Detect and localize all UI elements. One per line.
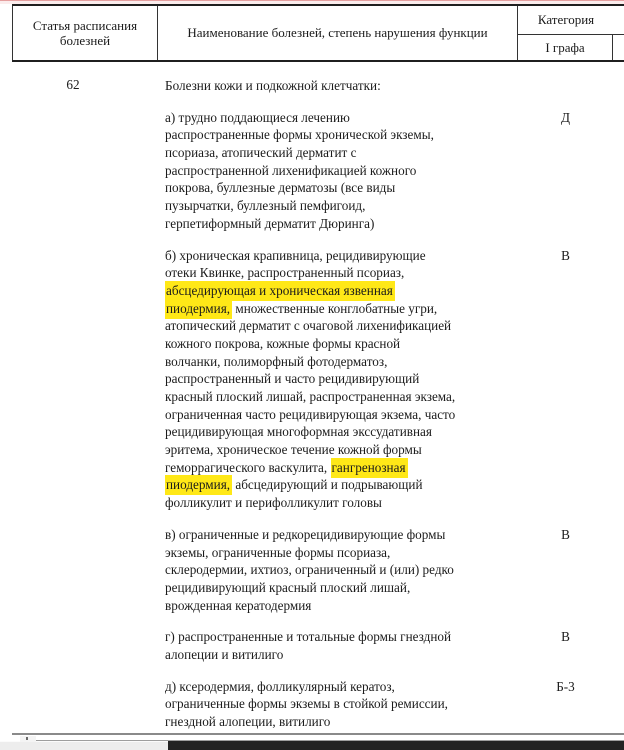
paragraph-line — [165, 317, 624, 335]
text-segment: абсцедирующий и подрывающий — [232, 477, 423, 493]
text-segment: отеки Квинке, распространенный псориаз, — [165, 265, 405, 281]
paragraph-line — [165, 197, 624, 215]
text-segment: рецидивирующий красный плоский лишай, — [165, 579, 411, 595]
paragraph-list — [0, 109, 624, 731]
text-segment: пузырчатки, буллезный пемфигоид, — [165, 198, 366, 214]
header-cell-disease — [158, 6, 518, 60]
text-segment: покрова, буллезные дерматозы (все виды — [165, 180, 396, 196]
header-category-label: Категория — [537, 12, 595, 28]
text-segment: распространенные формы хронической экземы, — [165, 127, 434, 143]
bottom-strip-notch — [20, 736, 36, 742]
text-segment: врожденная кератодермия — [165, 597, 312, 613]
highlighted-text: абсцедирующая и хроническая язвенная — [165, 281, 395, 301]
header-cell-category-group — [518, 6, 624, 60]
text-segment: волчанки, полиморфный фотодерматоз, — [165, 353, 388, 369]
paragraph-line — [165, 695, 624, 713]
paragraph-line — [165, 179, 624, 197]
paragraph-line — [165, 646, 624, 664]
text-segment: ограниченная часто рецидивирующая экзема, часто — [165, 406, 456, 422]
paragraph-line — [165, 713, 624, 731]
header-cell-grafa1 — [518, 35, 613, 60]
paragraph-line — [165, 597, 624, 615]
paragraph-line — [165, 561, 624, 579]
text-segment: склеродермии, ихтиоз, ограниченный и (или) редко — [165, 562, 454, 578]
text-segment: гнездной алопеции, витилиго — [165, 714, 331, 730]
text-segment: эритема, хроническое течение кожной формы — [165, 442, 422, 458]
paragraph-line — [165, 162, 624, 180]
category-value: В — [561, 526, 570, 542]
paragraph-line — [165, 264, 624, 282]
category-value: Б-3 — [556, 678, 575, 694]
text-segment: герпетиформный дерматит Дюринга) — [165, 215, 375, 231]
table-header — [12, 4, 624, 62]
text-segment: кожного покрова, кожные формы красной — [165, 335, 401, 351]
highlighted-text: пиодермия, — [165, 299, 232, 319]
paragraph-line — [165, 370, 624, 388]
paragraph-line — [165, 476, 624, 494]
paragraph-line — [165, 388, 624, 406]
text-segment: псориаза, атопический дерматит с — [165, 145, 357, 161]
article-number: 62 — [66, 77, 80, 92]
disease-paragraph — [0, 678, 624, 731]
text-segment: б) хроническая крапивница, рецидивирующие — [165, 247, 426, 263]
disease-paragraph — [0, 247, 624, 512]
text-segment: множественные конглобатные угри, — [232, 300, 438, 316]
text-segment: фолликулит и перифолликулит головы — [165, 495, 382, 511]
text-segment: д) ксеродермия, фолликулярный кератоз, — [165, 678, 395, 694]
paragraph-line — [165, 459, 624, 477]
text-segment: ограниченные формы экземы в стойкой ремиссии, — [165, 696, 448, 712]
paragraph-line — [165, 579, 624, 597]
header-article-label: Статья расписания болезней — [32, 17, 138, 48]
text-segment: рецидивирующая многоформная экссудативная — [165, 424, 432, 440]
header-cell-article — [12, 6, 158, 60]
text-segment: а) трудно поддающиеся лечению — [165, 109, 350, 125]
text-segment: атопический дерматит с очаговой лихенификацией — [165, 318, 452, 334]
paragraph-line — [165, 423, 624, 441]
text-segment: распространенной лихенификацией кожного — [165, 162, 417, 178]
text-segment: распространенный и часто рецидивирующий — [165, 371, 420, 387]
text-segment: экземы, ограниченные формы псориаза, — [165, 544, 391, 560]
paragraph-line — [165, 544, 624, 562]
disease-row — [0, 64, 624, 95]
paragraph-line — [165, 144, 624, 162]
disease-paragraph — [0, 526, 624, 614]
text-segment: г) распространенные и тотальные формы гнездной — [165, 629, 452, 645]
paragraph-line — [165, 335, 624, 353]
text-segment: в) ограниченные и редкорецидивирующие формы — [165, 526, 446, 542]
text-segment: геморрагического васкулита, — [165, 459, 331, 475]
paragraph-line — [165, 494, 624, 512]
paragraph-text — [165, 247, 624, 512]
disease-paragraph — [0, 109, 624, 233]
disease-title: Болезни кожи и подкожной клетчатки: — [165, 78, 381, 93]
paragraph-line — [165, 215, 624, 233]
header-grafa1-label: I графа — [545, 39, 585, 55]
category-value: В — [561, 247, 570, 263]
header-cell-grafa2-cropped — [613, 35, 624, 60]
header-disease-label: Наименование болезней, степень нарушения функции — [187, 25, 488, 41]
text-segment: красный плоский лишай, распространенная экзема, — [165, 389, 456, 405]
paragraph-line — [165, 282, 624, 300]
category-value: В — [561, 629, 570, 645]
highlighted-text: гангренозная — [331, 458, 408, 478]
table-body — [0, 64, 624, 731]
highlighted-text: пиодермия, — [165, 475, 232, 495]
paragraph-text — [165, 109, 624, 233]
header-subrow — [518, 35, 624, 60]
paragraph-line — [165, 300, 624, 318]
disease-paragraph — [0, 628, 624, 663]
paragraph-line — [165, 406, 624, 424]
text-segment: алопеции и витилиго — [165, 646, 284, 662]
paragraph-line — [165, 126, 624, 144]
bottom-strip-dark — [168, 741, 624, 750]
category-value: Д — [561, 109, 570, 125]
paragraph-line — [165, 353, 624, 371]
bottom-strip-notch-mark — [26, 737, 28, 740]
table-bottom-border — [12, 733, 624, 735]
paragraph-line — [165, 441, 624, 459]
bottom-strip-light — [0, 741, 168, 750]
header-cell-category — [518, 6, 624, 35]
